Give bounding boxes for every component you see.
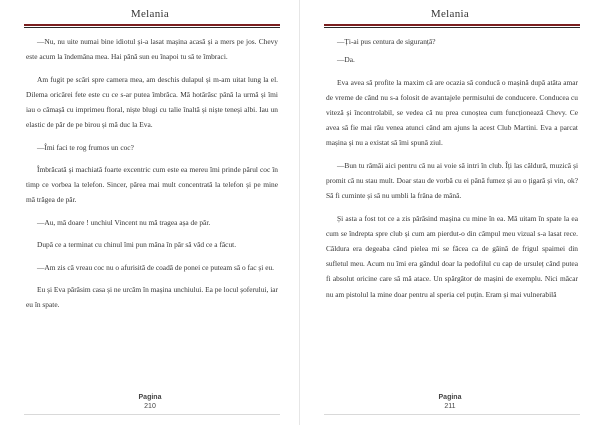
paragraph: —Nu, nu uite numai bine idiotul și-a lasat mașina acasă și a mers pe jos. Chevy este acum la îndemâna mea. Hai până sun eu înapoi tu să te îmbraci. — [26, 37, 278, 62]
page-header-title: Melania — [430, 8, 470, 20]
page-body-text — [326, 34, 578, 389]
page-header-title: Melania — [130, 8, 170, 20]
header-rule-dark — [24, 27, 280, 28]
page-number: 210 — [144, 402, 156, 410]
paragraph: —Au, mă doare ! unchiul Vincent nu mă tragea așa de păr. — [37, 217, 211, 227]
footer-rule — [324, 414, 580, 415]
header-rule-dark — [324, 27, 580, 28]
paragraph: Eu și Eva părăsim casa și ne urcăm în mașina unchiului. Ea pe locul șoferului, iar eu în spate. — [26, 284, 278, 310]
footer-label: Pagina — [438, 394, 462, 401]
footer-label: Pagina — [138, 394, 162, 401]
footer-rule — [24, 414, 280, 415]
page-number: 211 — [444, 402, 456, 410]
header-rule-red — [24, 24, 280, 26]
paragraph: Eva avea să profite la maxim că are ocazia să conducă o mașină după atâta amar de vreme de când nu s-a folosit de avantajele permisului de conducere. Conducea cu viteză și încontrolabil, se vedea că nu prea cunoștea cum funcționează Chevy. Ce avea să fie mai rău venea atunci când am ajuns la acest Club Martini. Eva a parcat mașina și nu a existat să îmi spună ziul. — [326, 77, 578, 148]
paragraph: —Îmi faci te rog frumos un coc? — [37, 142, 134, 152]
paragraph: —Bun tu rămâi aici pentru că nu ai voie să intri în club. Îți las căldură, muzică și promit că nu stau mult. Doar stau de vorbă cu ei până fumez și au o țigară și vin, ok? Să fi cuminte și să nu umbli la frâna de mână. — [326, 160, 578, 201]
paragraph: După ce a terminat cu chinul îmi pun mâna în păr să văd ce a făcut. — [37, 240, 237, 250]
right-page — [300, 0, 600, 425]
page-footer — [0, 394, 300, 411]
paragraph: —Am zis că vreau coc nu o afurisită de coadă de ponei ce puteam să o fac și eu. — [37, 262, 275, 272]
paragraph: Îmbrăcată și machiată foarte excentric cum este ea mereu îmi prinde părul coc în timp ce vorbea la telefon. Sincer, părea mai mult concentrată la telefon și pe mine mă trăgea de păr. — [26, 164, 278, 205]
header-rule-red — [324, 24, 580, 26]
page-footer — [300, 394, 600, 411]
paragraph: —Da. — [337, 55, 355, 65]
paragraph: Și asta a fost tot ce a zis părăsind mașina cu mine în ea. Mă uitam în spate la ea cum se îndrepta spre club și cum am pierdut-o din câmpul meu vizual s-a lasat rece. Căldura era degeaba când pielea mi se făcea ca de găină de frigul spaimei din sufletul meu. Acum nu îmi era gândul doar la pedofilul cu cap de ursuleț când putea fi absolut oricine care să mă atace. Un spărgător de mașini de exemplu. Nici măcar nu am pistolul la mine doar pentru al speria cel puțin. Eram și mai vulnerabilă — [326, 213, 578, 299]
page-body-text — [26, 34, 278, 389]
paragraph: —Ți-ai pus centura de siguranță? — [337, 37, 436, 46]
paragraph: Am fugit pe scări spre camera mea, am deschis dulapul și m-am uitat lung la el. Dilema oricărei fete este cu ce s-ar putea îmbrăca. Mă hotărăsc până la urmă și îmi iau o cămașă cu imprimeu floral, niște blugi cu talie înaltă și niște teneși albi. Iau un elastic de păr de pe birou și mă duc la Eva. — [26, 74, 278, 130]
